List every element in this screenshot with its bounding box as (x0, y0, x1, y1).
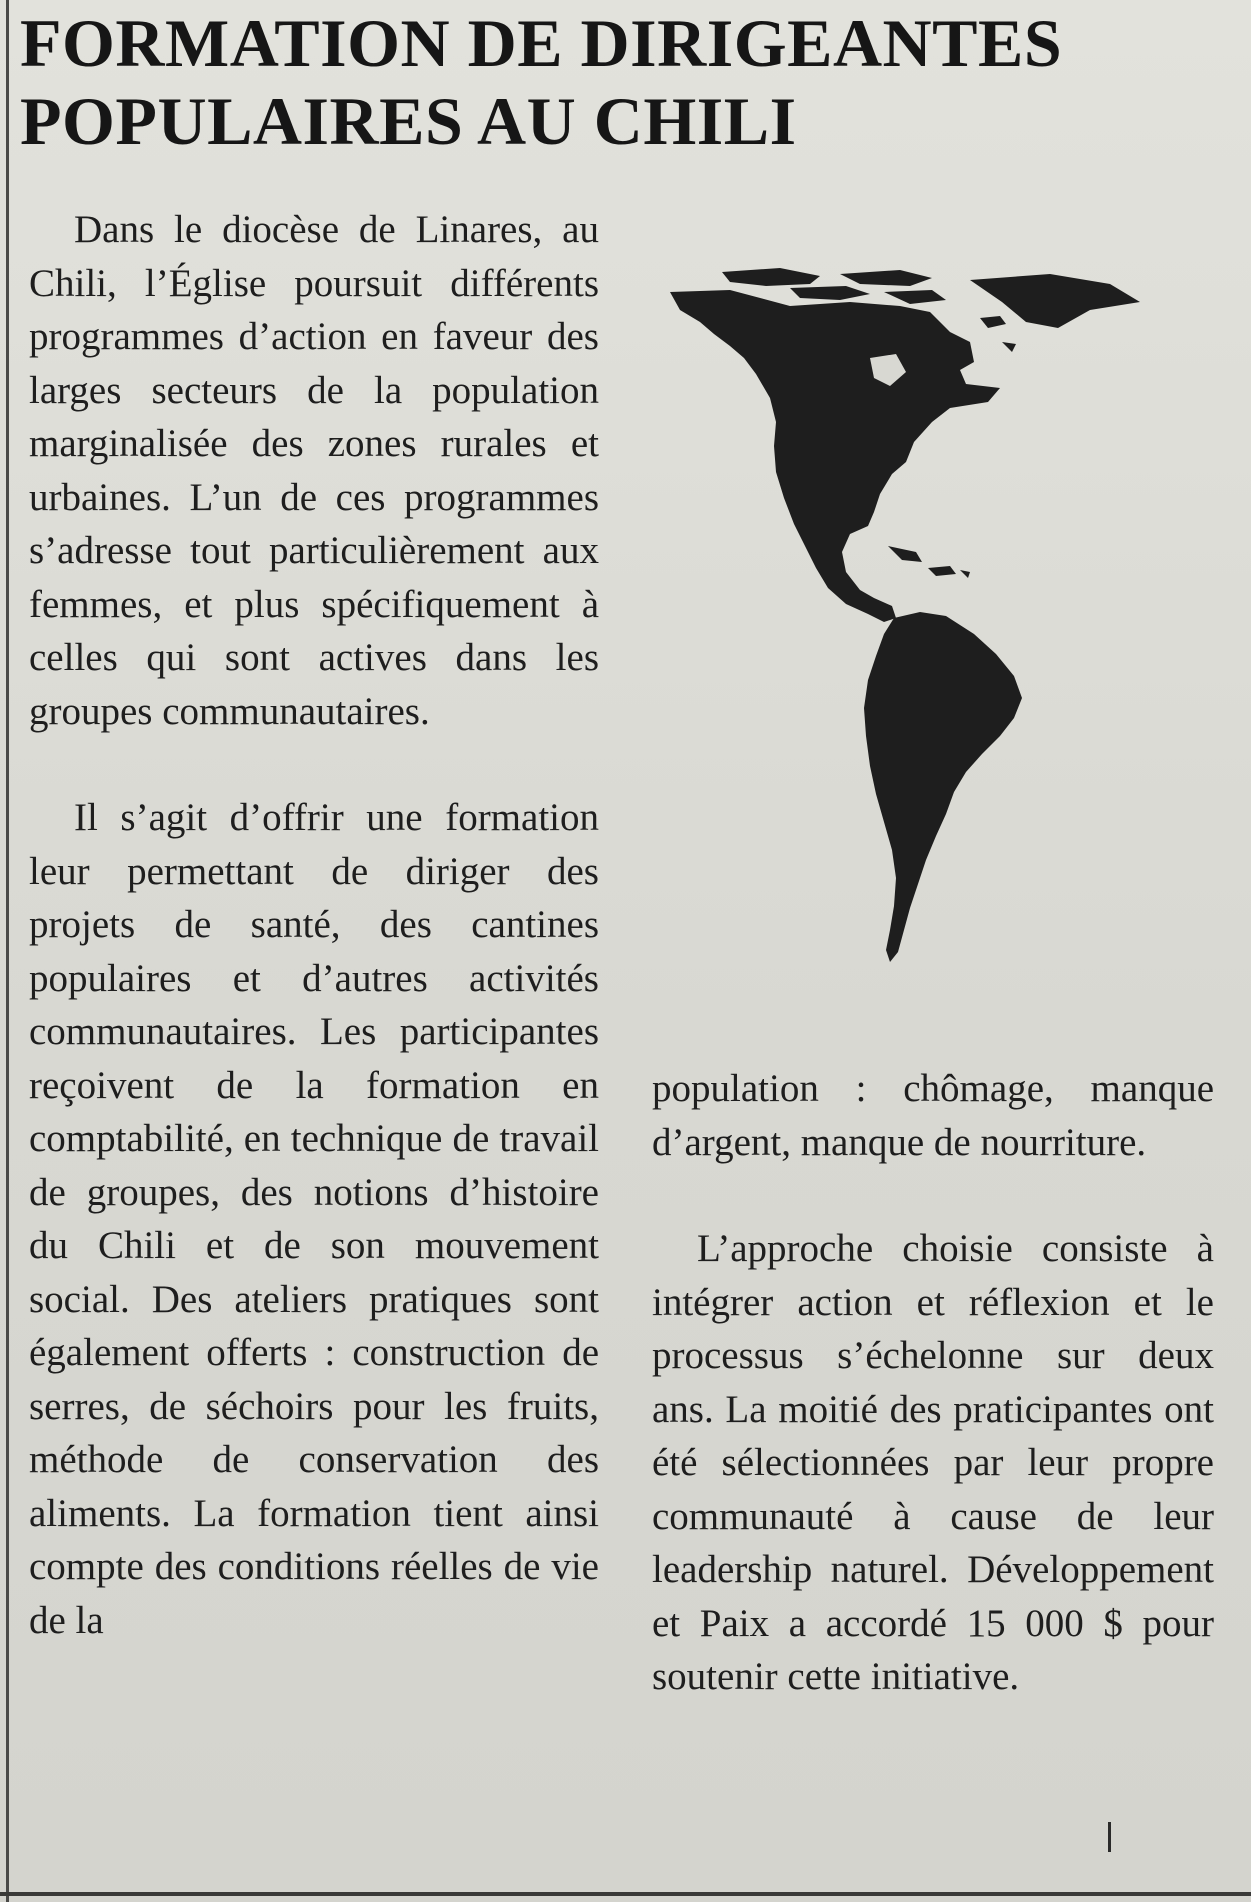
paragraph-4: L’approche choisie consiste à intégrer action et réflexion et le processus s’échelonne sur deux ans. La moitié des praticipantes ont été sélectionnées par leur propre communauté à cause de leur leadership naturel. Développement et Paix a accordé 15 000 $ pour soutenir cette initiative. (652, 1227, 1214, 1698)
left-column (29, 203, 599, 1647)
paragraph-3: population : chômage, manque d’argent, manque de nourriture. (652, 1067, 1214, 1164)
headline-line-2: POPULAIRES AU CHILI (20, 83, 797, 159)
bottom-border-rule (0, 1892, 1251, 1896)
paragraph-2: Il s’agit d’offrir une formation leur permettant de diriger des projets de santé, des cantines populaires et d’autres activités communautaires. Les participantes reçoivent de la formation en comptabilité, en technique de travail de groupes, des notions d’histoire du Chili et de son mouvement social. Des ateliers pratiques sont également offerts : construction de serres, de séchoirs pour les fruits, méthode de conservation des aliments. La formation tient ainsi compte des conditions réelles de vie de la (29, 796, 599, 1642)
end-mark (1108, 1822, 1111, 1852)
headline (20, 4, 1220, 160)
paragraph-1: Dans le diocèse de Linares, au Chili, l’Église poursuit différents programmes d’action en faveur des larges secteurs de la population marginalisée des zones rurales et urbaines. L’un de ces programmes s’adresse tout particulièrement aux femmes, et plus spécifiquement à celles qui sont actives dans les groupes communautaires. (29, 208, 599, 733)
headline-line-1: FORMATION DE DIRIGEANTES (20, 5, 1063, 81)
americas-map-icon (670, 262, 1190, 962)
right-column (652, 1062, 1214, 1704)
left-border-rule (6, 0, 9, 1902)
